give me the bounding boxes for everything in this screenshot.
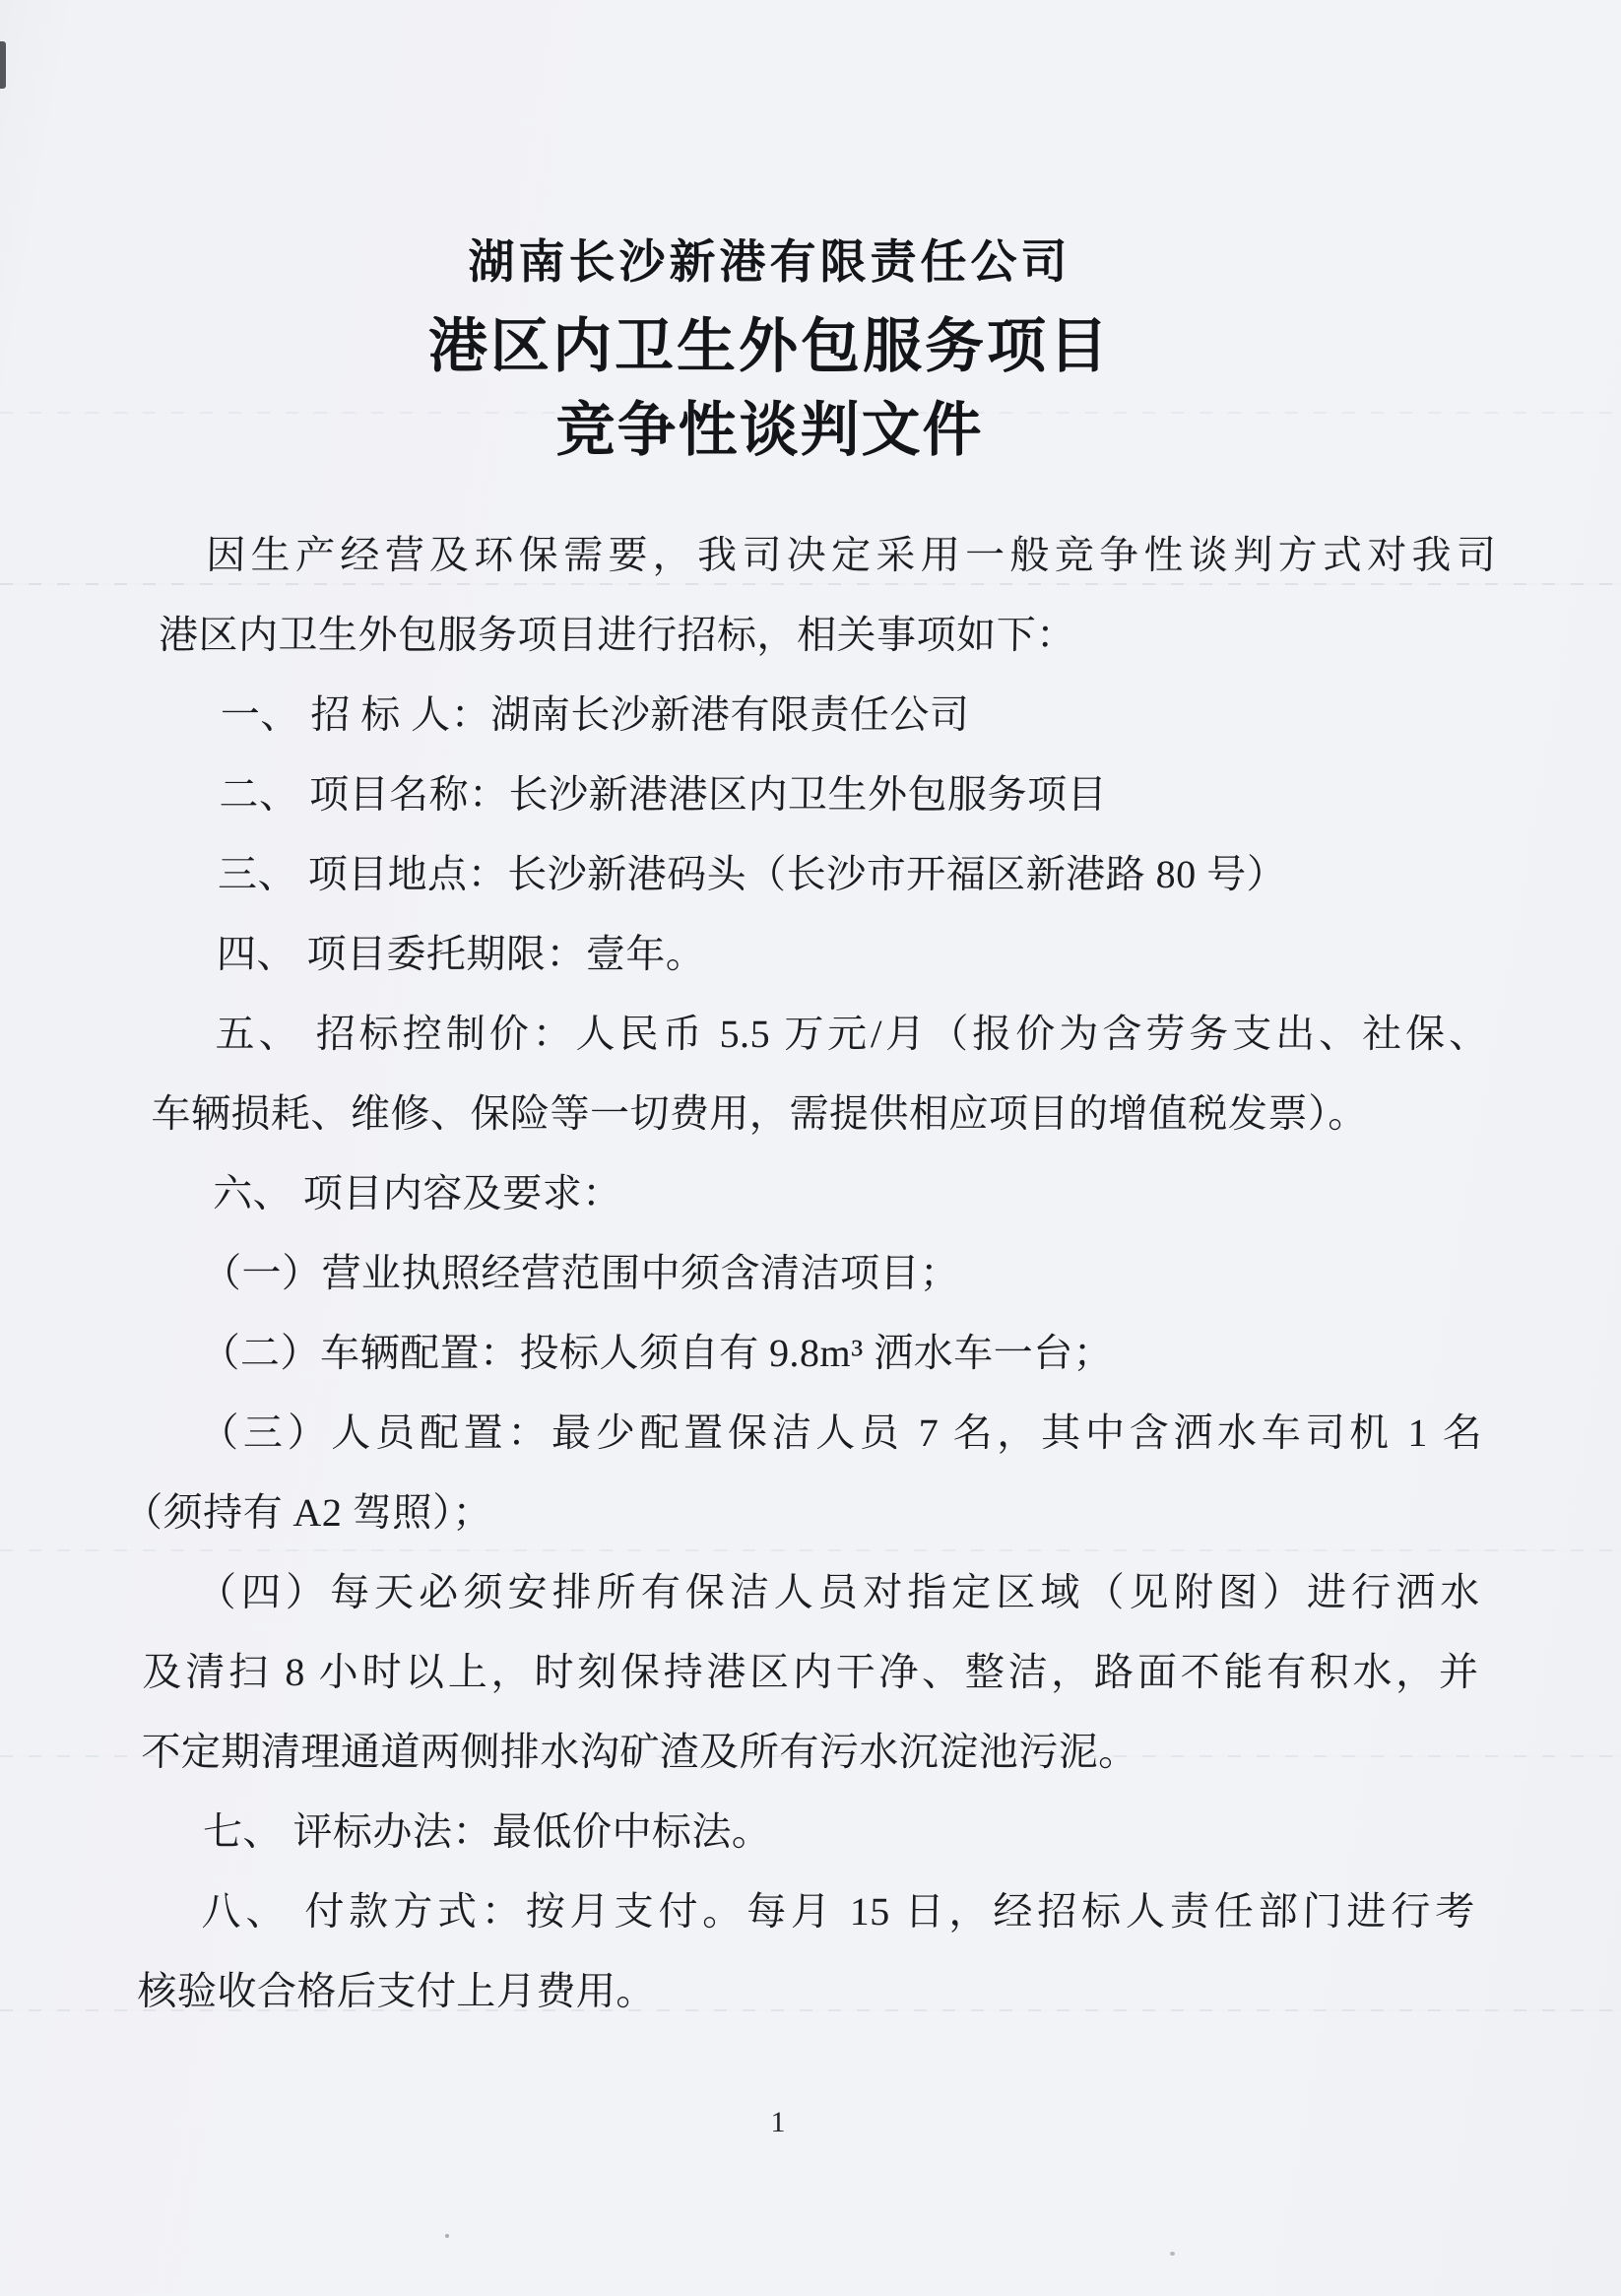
page-number: 1 [770, 2106, 786, 2138]
body-line-sub-3-staff-2: （须持有 A2 驾照）； [122, 1490, 493, 1535]
body-line-item-7-eval: 七、 评标办法：最低价中标法。 [202, 1809, 772, 1854]
title-company-name: 湖南长沙新港有限责任公司 [468, 237, 1071, 289]
body-line-item-8-pay-2: 核验收合格后支付上月费用。 [137, 1969, 657, 2013]
body-line-item-5-price-2: 车辆损耗、维修、保险等一切费用，需提供相应项目的增值税发票）。 [151, 1091, 1369, 1136]
body-line-sub-1-license: （一）营业执照经营范围中须含清洁项目； [201, 1251, 960, 1295]
document-title [101, 222, 1438, 473]
body-line-item-8-pay-1: 八、 付款方式：按月支付。每月 15 日，经招标人责任部门进行考 [201, 1889, 1476, 1934]
body-line-item-4-term: 四、 项目委托期限：壹年。 [216, 932, 706, 976]
body-line-item-1-bidder: 一、 招 标 人：湖南长沙新港有限责任公司 [220, 692, 970, 737]
body-line-sub-2-vehicle: （二）车辆配置：投标人须自有 9.8m³ 洒水车一台； [200, 1331, 1114, 1375]
scan-artifact-edge [0, 41, 6, 89]
title-document-type: 竞争性谈判文件 [555, 398, 984, 463]
scan-artifact-speck [445, 2234, 449, 2238]
body-line-sub-4-work-3: 不定期清理通道两侧排水沟矿渣及所有污水沉淀池污泥。 [140, 1730, 1139, 1774]
document-body [122, 515, 1497, 2031]
body-line-sub-4-work-1: （四）每天必须安排所有保洁人员对指定区域（见附图）进行洒水 [196, 1570, 1481, 1614]
title-project-name: 港区内卫生外包服务项目 [428, 314, 1111, 379]
scan-artifact-speck [1170, 2252, 1175, 2256]
body-line-item-3-place: 三、 项目地点：长沙新港码头（长沙市开福区新港路 80 号） [217, 852, 1287, 896]
body-line-intro-1: 因生产经营及环保需要，我司决定采用一般竞争性谈判方式对我司 [206, 533, 1497, 577]
body-line-sub-3-staff-1: （三）人员配置：最少配置保洁人员 7 名，其中含洒水车司机 1 名 [199, 1410, 1483, 1455]
body-line-item-5-price-1: 五、 招标控制价：人民币 5.5 万元/月（报价为含劳务支出、社保、 [215, 1012, 1490, 1056]
body-line-item-2-name: 二、 项目名称：长沙新港港区内卫生外包服务项目 [219, 772, 1108, 817]
body-line-intro-2: 港区内卫生外包服务项目进行招标，相关事项如下： [158, 613, 1076, 657]
body-line-item-6-content: 六、 项目内容及要求： [212, 1171, 623, 1215]
body-line-sub-4-work-2: 及清扫 8 小时以上，时刻保持港区内干净、整洁，路面不能有积水，并 [142, 1650, 1479, 1694]
document-content [0, 222, 1621, 2031]
page-footer [0, 2106, 1621, 2139]
